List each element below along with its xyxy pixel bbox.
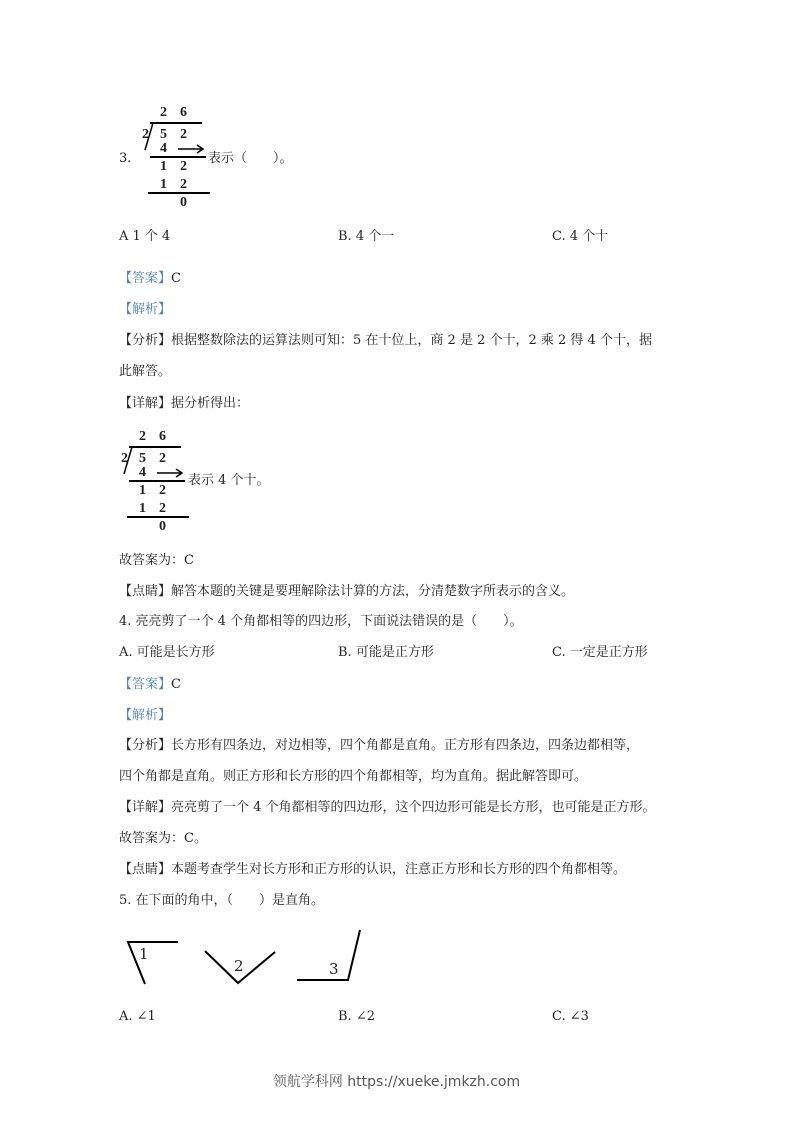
option-a: A. 可能是长方形 — [119, 645, 215, 660]
xiangjie-paragraph: 【详解】据分析得出： — [119, 396, 250, 411]
option-a: A. ∠1 — [119, 1009, 156, 1024]
option-c: C. ∠3 — [552, 1009, 589, 1024]
figure-caption: 表示 4 个十。 — [188, 473, 270, 488]
option-b: B. 4 个一 — [338, 229, 395, 244]
dianjing-paragraph: 【点睛】解答本题的关键是要理解除法计算的方法，分清楚数字所表示的含义。 — [119, 584, 575, 599]
angles-figure — [120, 928, 370, 990]
option-c: C. 一定是正方形 — [552, 645, 648, 660]
arrow-right-icon — [178, 144, 206, 154]
long-division-figure: 2 6 2 5 2 4 1 2 1 2 0 — [140, 106, 210, 216]
question-number: 3. — [119, 151, 132, 166]
conclusion: 故答案为：C — [119, 553, 194, 568]
option-b: B. ∠2 — [338, 1009, 375, 1024]
analysis-label: 【解析】 — [119, 302, 172, 317]
answer-line: 【答案】C — [119, 677, 181, 692]
fenxi-continuation: 此解答。 — [119, 364, 172, 379]
option-b: B. 可能是正方形 — [338, 645, 434, 660]
fenxi-paragraph: 【分析】根据整数除法的运算法则可知：5 在十位上，商 2 是 2 个十，2 乘 2 得 4 个十，据 — [119, 333, 652, 348]
option-a: A 1 个 4 — [119, 229, 171, 244]
analysis-label: 【解析】 — [119, 708, 172, 723]
xiangjie-paragraph: 【详解】亮亮剪了一个 4 个角都相等的四边形，这个四边形可能是长方形，也可能是正方形。 — [119, 800, 656, 815]
fenxi-continuation: 四个角都是直角。则正方形和长方形的四个角都相等，均为直角。据此解答即可。 — [119, 769, 588, 784]
question-stem: 4. 亮亮剪了一个 4 个角都相等的四边形，下面说法错误的是（ ）。 — [119, 614, 523, 629]
fenxi-paragraph: 【分析】长方形有四条边，对边相等，四个角都是直角。正方形有四条边，四条边都相等， — [119, 738, 640, 753]
conclusion: 故答案为：C。 — [119, 831, 207, 846]
option-c: C. 4 个十 — [552, 229, 609, 244]
long-division-figure-solution: 2 6 2 5 2 4 1 2 1 2 0 — [119, 430, 189, 540]
angle-1-icon — [128, 942, 178, 984]
angle-label-3: 3 — [329, 960, 339, 978]
angle-label-1: 1 — [139, 945, 149, 963]
question-stem: 表示（ ）。 — [208, 151, 293, 166]
angle-label-2: 2 — [234, 957, 244, 975]
question-stem: 5. 在下面的角中，（ ）是直角。 — [119, 893, 325, 908]
answer-line: 【答案】C — [119, 271, 181, 286]
footer-watermark: 领航学科网 https://xueke.jmkzh.com — [272, 1074, 521, 1090]
arrow-right-icon — [157, 468, 185, 478]
dianjing-paragraph: 【点睛】本题考查学生对长方形和正方形的认识，注意正方形和长方形的四个角都相等。 — [119, 862, 627, 877]
